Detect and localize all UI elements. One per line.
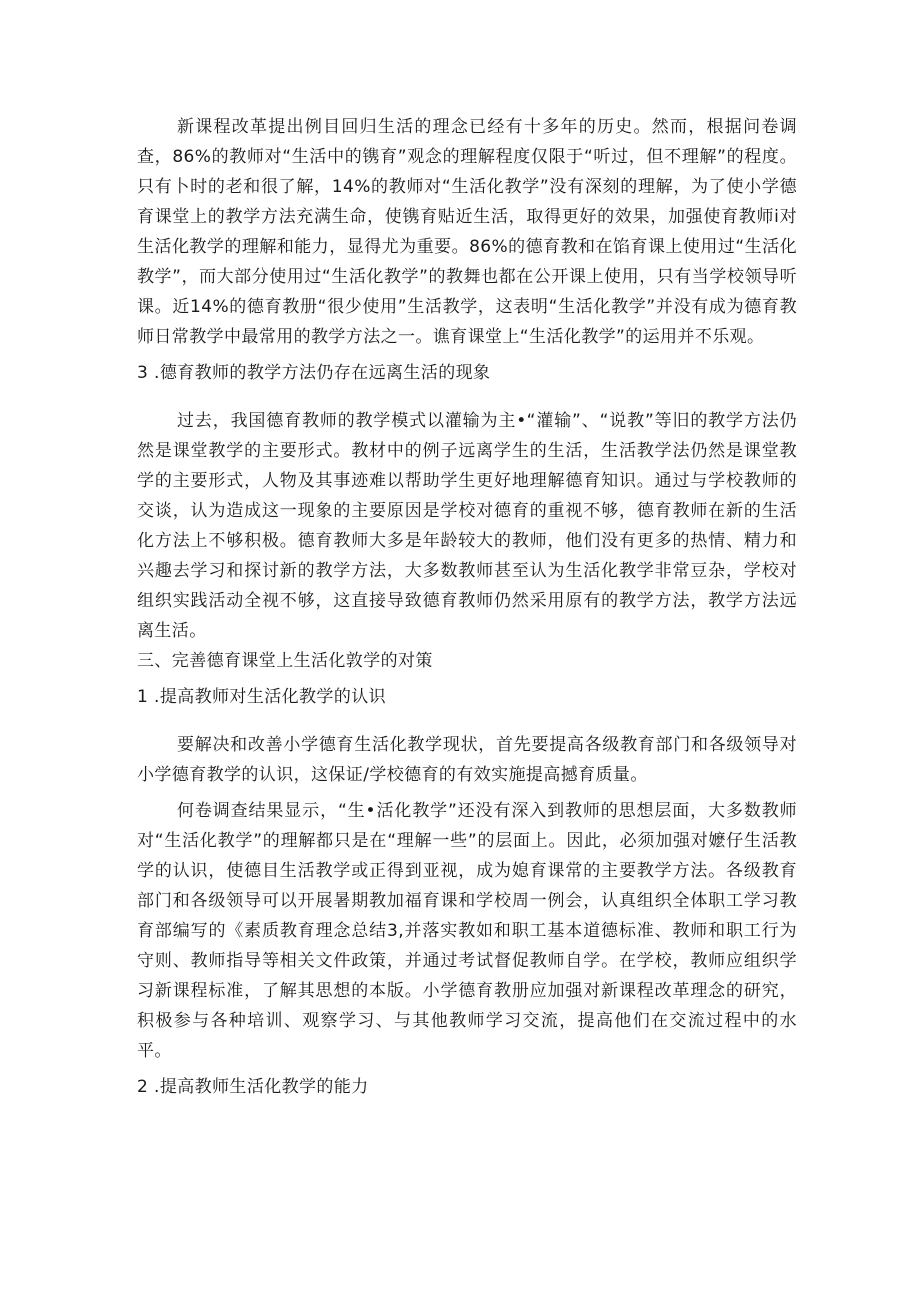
section-heading-3: 三、完善德育课堂上生活化敦学的对策 (137, 651, 433, 671)
heading-item-3: 3 .德育教师的教学方法仍存在远离生活的现象 (137, 363, 491, 383)
paragraph-questionnaire: 何卷调查结果显示，“生•活化教学”还没有深入到教师的思想层面，大多数教师对“生活化教学”的理解都只是在“理解一些”的层面上。因此，必须加强对嬷仔生活教学的认识，使德目生活教学或正得到亚视，成为媳育课常的主要教学方法。各级教育部门和各级领导可以开展暑期教加福育课和学校周一例会，认真组织全体职工学习教育部编写的《素质教育理念总结3,并落实教如和职工基本道德标准、教师和职工行为守则、教师指导等相关文件政策，并通过考试督促教师自学。在学校，教师应组织学习新课程标准，了解其思想的本版。小学德育教册应加强对新课程改革理念的研究，积极参与各种培训、观察学习、与其他教师学习交流，提高他们在交流过程中的水平。 (137, 801, 797, 1061)
paragraph-improve-awareness: 要解决和改善小学德育生活化教学现状，首先要提高各级教育部门和各级领导对小学德育教学的认识，这保证/学校德育的有效实施提高撼育质量。 (137, 735, 797, 785)
paragraph-teaching-mode: 过去，我国德育教师的教学模式以灌输为主•“灌输”、“说教”等旧的教学方法仍然是课堂教学的主要形式。教材中的例子远离学生的生活，生活教学法仍然是课堂教学的主要形式，人物及其事迹难以帮助学生更好地理解德育知识。通过与学校教师的交谈，认为造成这一现象的主要原因是学校对德育的重视不够，德育教师在新的生活化方法上不够积极。德育教师大多是年龄较大的教师，他们没有更多的热情、精力和兴趣去学习和探讨新的教学方法，大多数教师甚至认为生活化教学非常豆杂，学校对组织实践活动全视不够，这直接导致德育教师仍然采用原有的教学方法，教学方法远离生活。 (137, 411, 797, 641)
document-page (137, 112, 797, 1102)
paragraph-survey-results: 新课程改革提出例目回归生活的理念已经有十多年的历史。然而，根据问卷调查，86%的教师对“生活中的镌育”观念的理解程度仅限于“听过，但不理解”的程度。只有卜时的老和很了解，14%的教师对“生活化教学”没有深刻的理解，为了使小学德育课堂上的教学方法充满生命，使镌育贴近生活，取得更好的效果，加强使育教师i对生活化教学的理解和能力，显得尤为重要。86%的德育教和在馅育课上使用过“生活化教学”，而大部分使用过“生活化教学”的教舞也都在公开课上使用，只有当学校领导听课。近14%的德育教册“很少使用”生活教学，这表明“生活化教学”并没有成为德育教师日常教学中最常用的教学方法之一。谯育课堂上“生活化教学”的运用并不乐观。 (137, 117, 797, 347)
heading-item-2: 2 .提高教师生活化教学的能力 (137, 1077, 369, 1097)
heading-item-1: 1 .提高教师对生活化教学的认识 (137, 687, 387, 707)
